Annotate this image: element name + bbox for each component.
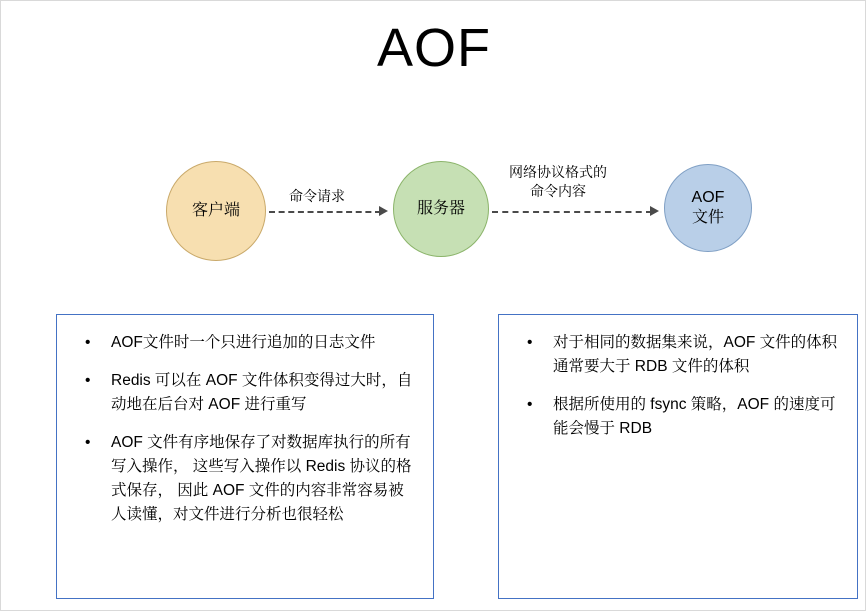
list-item — [67, 431, 419, 527]
edge-label-client-to-server: 命令请求 — [289, 188, 345, 204]
edge-label-server-to-aof-line2: 命令内容 — [530, 182, 586, 199]
arrow-server-to-aof — [492, 211, 652, 213]
node-aof-file-label-line2: 文件 — [691, 209, 724, 226]
node-aof-file-label — [692, 188, 725, 228]
list-item-text: AOF文件时一个只进行追加的日志文件 — [111, 334, 376, 351]
node-client — [166, 161, 266, 261]
node-server-label: 服务器 — [416, 200, 465, 217]
left-bullet-list — [67, 331, 419, 527]
arrow-client-to-server — [269, 211, 381, 213]
edge-label-server-to-aof — [509, 163, 607, 201]
list-item — [67, 369, 419, 417]
bullet-icon: • — [85, 334, 91, 351]
edge-label-server-to-aof-line1: 网络协议格式的 — [509, 164, 607, 180]
bullet-icon: • — [527, 334, 533, 351]
node-client-label: 客户端 — [191, 202, 240, 219]
bullet-icon: • — [527, 396, 533, 414]
list-item-text: 根据所使用的 fsync 策略，AOF 的速度可能会慢于 RDB — [553, 396, 836, 438]
node-aof-file-label-line1: AOF — [691, 189, 725, 206]
list-item — [509, 393, 843, 441]
page-title: AOF — [376, 18, 491, 78]
right-bullet-panel — [498, 314, 858, 599]
bullet-icon: • — [85, 372, 91, 390]
list-item-text: Redis 可以在 AOF 文件体积变得过大时，自动地在后台对 AOF 进行重写 — [111, 372, 413, 414]
list-item-text: 对于相同的数据集来说，AOF 文件的体积通常要大于 RDB 文件的体积 — [553, 334, 838, 376]
arrow-head-server-to-aof-icon — [650, 206, 659, 216]
flow-diagram — [1, 151, 866, 291]
right-bullet-list — [509, 331, 843, 441]
node-server — [393, 161, 489, 257]
left-bullet-panel — [56, 314, 434, 599]
list-item-text: AOF 文件有序地保存了对数据库执行的所有写入操作， 这些写入操作以 Redis 协议的格式保存， 因此 AOF 文件的内容非常容易被人读懂，对文件进行分析也很轻松 — [111, 434, 412, 524]
list-item — [67, 331, 419, 355]
list-item — [509, 331, 843, 379]
node-aof-file — [664, 164, 752, 252]
arrow-head-client-to-server-icon — [379, 206, 388, 216]
bullet-icon: • — [85, 434, 91, 452]
